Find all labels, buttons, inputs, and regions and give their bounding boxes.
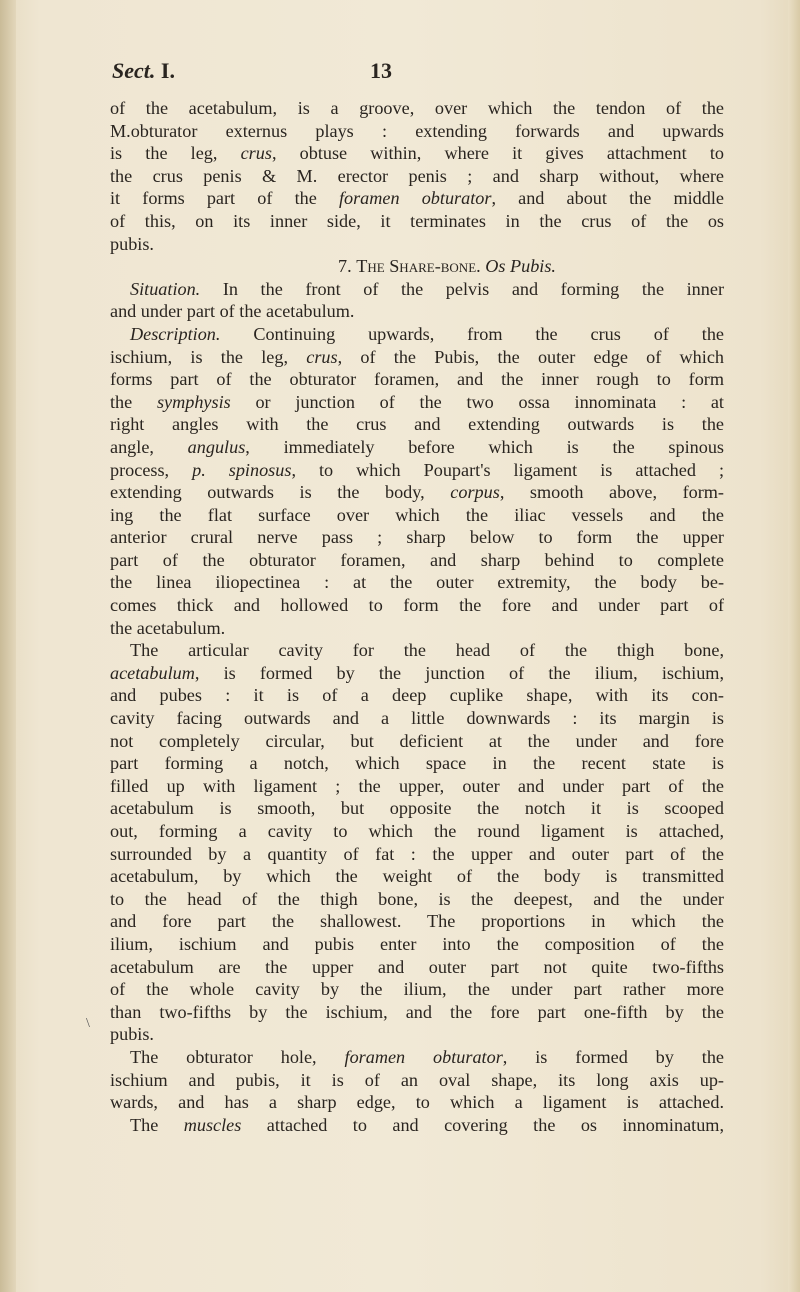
- text-line: the symphysis or junction of the two ossa innominata : at: [110, 391, 724, 412]
- text-line: of this, on its inner side, it terminates in the crus of the os: [110, 210, 724, 231]
- subsection-heading: 7. The Share-bone. Os Pubis.: [338, 256, 556, 277]
- margin-mark: \: [86, 1016, 90, 1031]
- text-line: part of the obturator foramen, and sharp behind to complete: [110, 549, 724, 570]
- text-line: to the head of the thigh bone, is the deepest, and the under: [110, 888, 724, 909]
- text-line: acetabulum are the upper and outer part not quite two-fifths: [110, 956, 724, 977]
- text-line: comes thick and hollowed to form the fore and under part of: [110, 595, 724, 616]
- text-line: not completely circular, but deficient at the under and fore: [110, 730, 724, 751]
- text-line: right angles with the crus and extending outwards is the: [110, 414, 724, 435]
- text-line: pubis.: [110, 1024, 154, 1045]
- text-line: than two-fifths by the ischium, and the fore part one-fifth by the: [110, 1001, 724, 1022]
- text-line: ischium, is the leg, crus, of the Pubis, the outer edge of which: [110, 346, 724, 367]
- text-line: cavity facing outwards and a little downwards : its margin is: [110, 708, 724, 729]
- text-line: The obturator hole, foramen obturator, is formed by the: [130, 1046, 724, 1067]
- text-line: the acetabulum.: [110, 617, 226, 638]
- text-line: anterior crural nerve pass ; sharp below to form the upper: [110, 527, 724, 548]
- text-line: ing the flat surface over which the iliac vessels and the: [110, 504, 724, 525]
- text-line: filled up with ligament ; the upper, outer and under part of the: [110, 775, 724, 796]
- text-line: Description. Continuing upwards, from the crus of the: [130, 323, 724, 344]
- text-line: and fore part the shallowest. The proportions in which the: [110, 911, 724, 932]
- text-line: extending outwards is the body, corpus, smooth above, form-: [110, 482, 724, 503]
- text-line: surrounded by a quantity of fat : the upper and outer part of the: [110, 843, 724, 864]
- text-line: Situation. In the front of the pelvis and forming the inner: [130, 278, 724, 299]
- body-text: [110, 97, 724, 1136]
- text-line: of the acetabulum, is a groove, over which the tendon of the: [110, 98, 724, 118]
- running-header: [112, 58, 712, 90]
- text-line: is the leg, crus, obtuse within, where it gives attachment to: [110, 143, 724, 164]
- text-line: and under part of the acetabulum.: [110, 301, 355, 322]
- text-line: the linea iliopectinea : at the outer extremity, the body be-: [110, 572, 724, 593]
- text-line: part forming a notch, which space in the recent state is: [110, 753, 724, 774]
- text-line: of the whole cavity by the ilium, the under part rather more: [110, 979, 724, 1000]
- section-number: I.: [160, 58, 175, 83]
- section-word: Sect.: [112, 58, 156, 83]
- text-line: out, forming a cavity to which the round ligament is attached,: [110, 821, 724, 841]
- text-line: ischium and pubis, it is of an oval shape, its long axis up-: [110, 1069, 724, 1090]
- text-line: The articular cavity for the head of the thigh bone,: [130, 640, 724, 661]
- text-line: pubis.: [110, 233, 154, 254]
- text-line: forms part of the obturator foramen, and the inner rough to form: [110, 369, 724, 390]
- section-heading: [112, 58, 175, 84]
- text-line: ilium, ischium and pubis enter into the composition of the: [110, 933, 724, 954]
- text-line: The muscles attached to and covering the os innominatum,: [130, 1114, 724, 1135]
- text-line: M.obturator externus plays : extending forwards and upwards: [110, 120, 724, 141]
- text-line: the crus penis & M. erector penis ; and sharp without, where: [110, 165, 724, 186]
- text-line: acetabulum, is formed by the junction of the ilium, ischium,: [110, 662, 724, 683]
- text-line: wards, and has a sharp edge, to which a ligament is attached.: [110, 1092, 724, 1113]
- text-line: acetabulum, by which the weight of the body is transmitted: [110, 866, 724, 887]
- text-line: process, p. spinosus, to which Poupart's ligament is attached ;: [110, 459, 724, 480]
- text-line: angle, angulus, immediately before which is the spinous: [110, 436, 724, 457]
- text-line: and pubes : it is of a deep cuplike shape, with its con-: [110, 685, 724, 706]
- text-line: it forms part of the foramen obturator, and about the middle: [110, 188, 724, 209]
- page-outer-edge: [788, 0, 800, 1292]
- text-line: acetabulum is smooth, but opposite the notch it is scooped: [110, 798, 724, 819]
- page-number: 13: [370, 58, 392, 83]
- page-binding-edge: [0, 0, 16, 1292]
